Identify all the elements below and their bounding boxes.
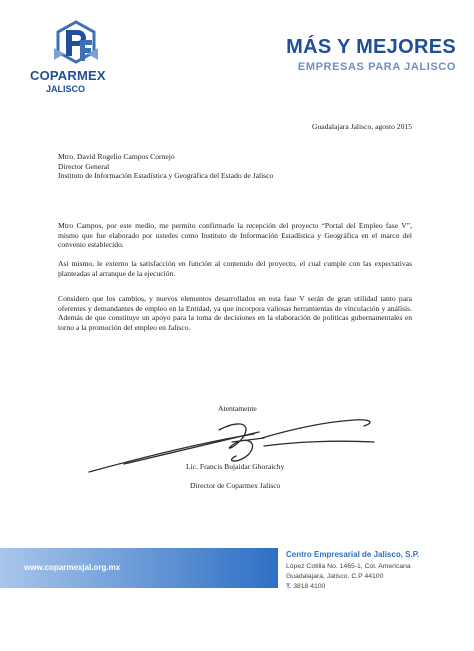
phone-label: T. [286,583,292,590]
footer-address-line2: Guadalajara, Jalisco. C.P 44100 [286,573,384,580]
footer-phone [286,583,325,590]
footer-address-line1: López Cotilla No. 1465-1, Col. Americana [286,563,411,570]
recipient-block [58,152,273,181]
phone-number: 3818 4100 [293,583,326,590]
recipient-institution: Instituto de Información Estadística y Geográfica del Estado de Jalisco [58,171,274,181]
signatory-name: Lic. Francis Bujaidar Ghoraichy [186,462,285,471]
body-paragraph-2: Así mismo, le externo la satisfacción en función al contenido del proyecto, el cual cumple con las expectativas planteadas al arranque de la ejecución. [58,259,412,278]
signatory-title: Director de Coparmex Jalisco [190,481,281,490]
slogan-line1: MÁS Y MEJORES [286,36,456,58]
body-paragraph-3: Considero que los cambios, y nuevos elementos desarrollados en esta fase V serán de gran utilidad tanto para oferentes y demandantes de empleo en la Entidad, ya que incorpora valiosas herramientas de vinculación y análisis. Además de que constituye un apoyo para la toma de decisiones en la elaboración de políticas gubernamentales en torno a la promoción del empleo en Jalisco. [58,294,412,332]
logo-name: COPARMEX [30,68,106,83]
letter-date: Guadalajara Jalisco, agosto 2015 [312,122,412,131]
body-paragraph-1: Mtro Campos, por este medio, me permito confirmarle la recepción del proyecto “Portal del Empleo fase V”, mismo que fue elaborado por ustedes como Instituto de Información Estadística y Geográfica en el marco del convenio establecido. [58,221,412,250]
recipient-title: Director General [58,161,110,171]
closing-text: Atentamente [218,404,257,413]
footer-org-name: Centro Empresarial de Jalisco, S.P. [286,550,420,559]
footer-website: www.coparmexjal.org.mx [24,563,121,572]
logo-subtitle: JALISCO [46,84,86,94]
recipient-name: Mtro. David Rogelio Campos Cornejo [58,152,175,161]
slogan-line2: EMPRESAS PARA JALISCO [297,61,456,73]
